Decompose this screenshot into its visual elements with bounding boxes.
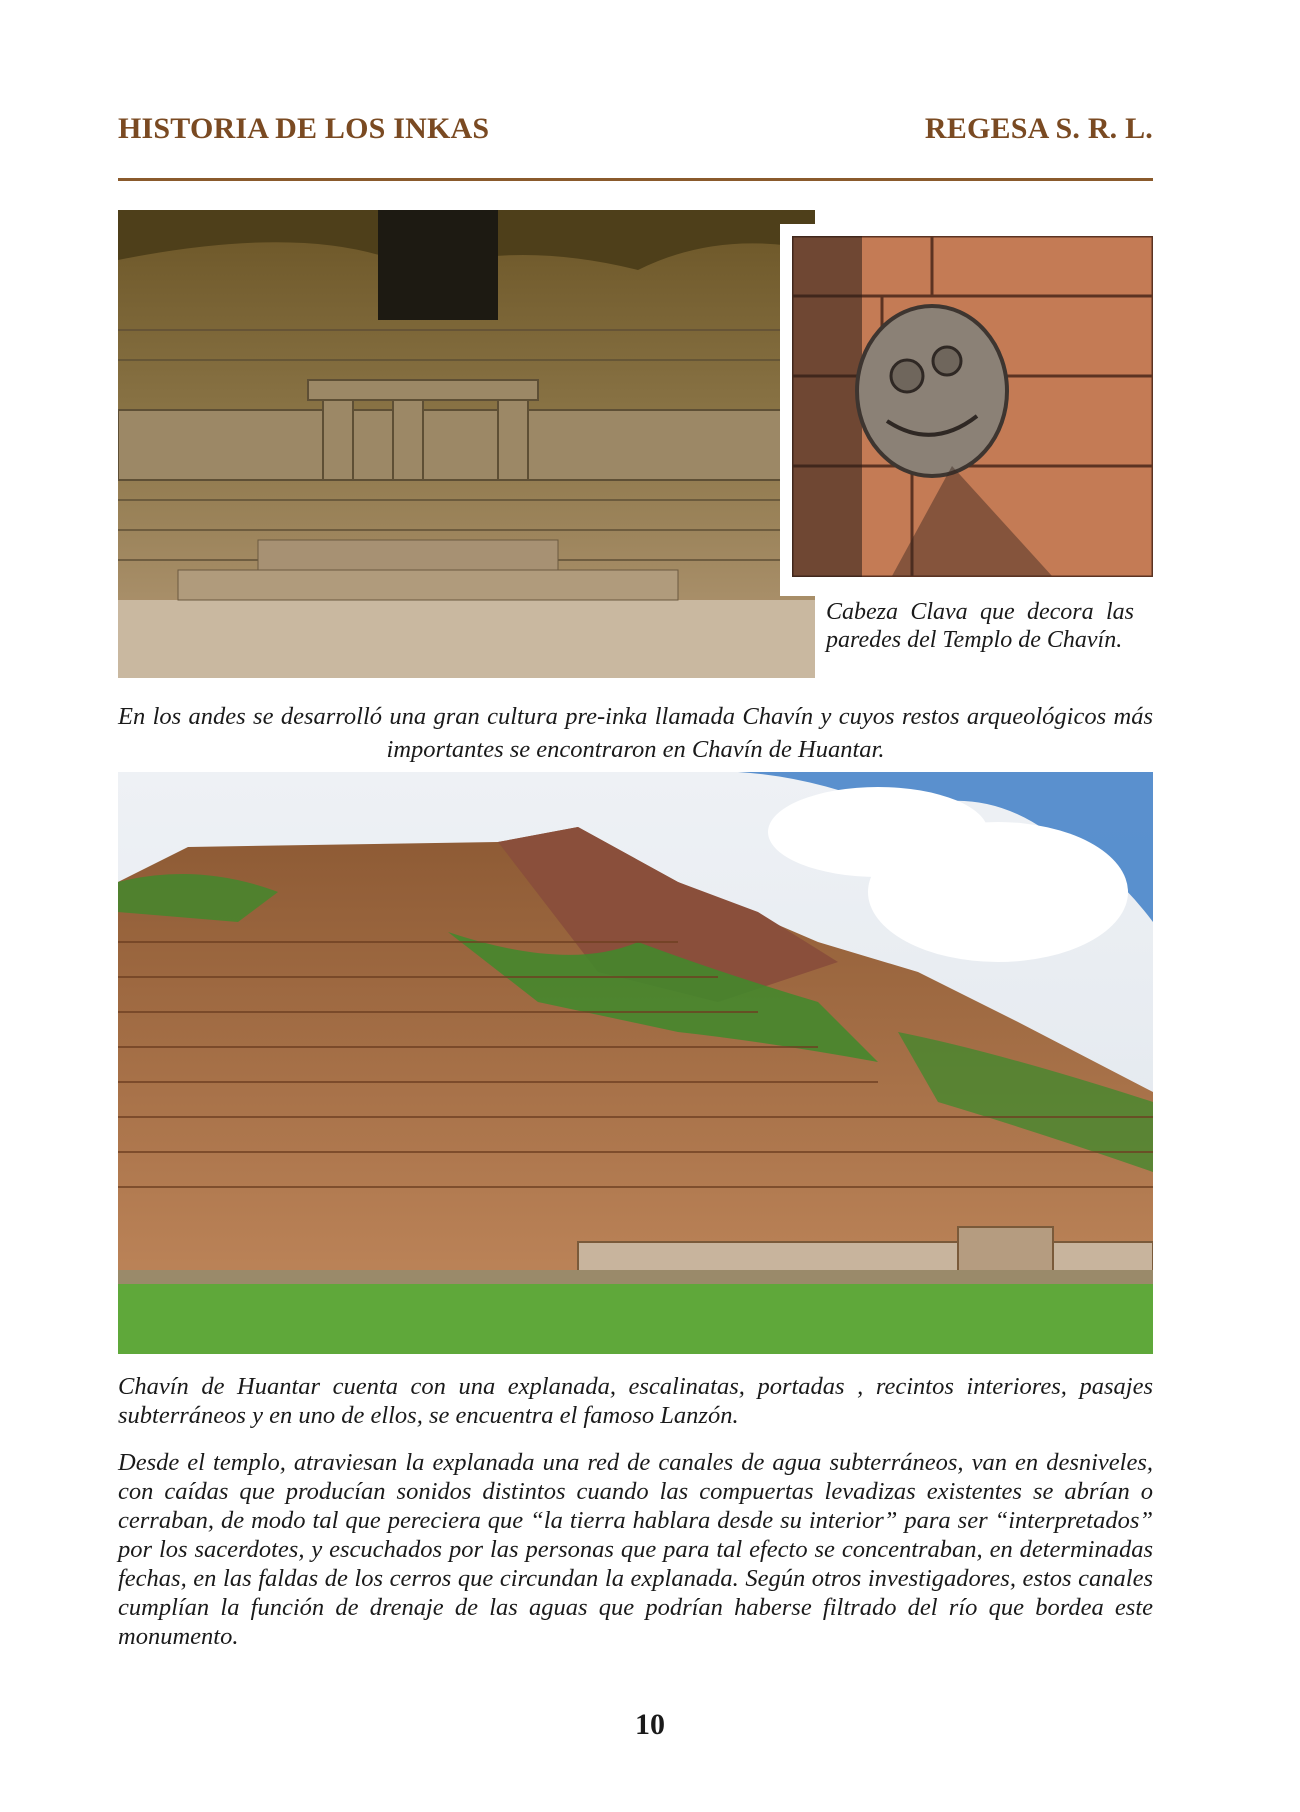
photo-chavin-huantar bbox=[118, 772, 1153, 1354]
temple-entrance-illustration bbox=[118, 210, 815, 678]
header-publisher: REGESA S. R. L. bbox=[924, 112, 1153, 145]
page-header bbox=[118, 112, 1153, 152]
page-number: 10 bbox=[635, 1708, 665, 1741]
cabeza-clava-illustration bbox=[792, 236, 1153, 577]
chavin-huantar-illustration bbox=[118, 772, 1153, 1354]
body-paragraph-2: Desde el templo, atraviesan la explanada una red de canales de agua subterráneos, van en desniveles, con caídas que producían sonidos distintos cuando las compuertas levadizas existentes se abrían o cerraban, de modo tal que pereciera que “la tierra hablara desde su interior” para ser “interpretados” por los sacerdotes, y escuchados por las personas que para tal efecto se concentraban, en determinadas fechas, en las faldas de los cerros que circundan la explanada. Según otros investigadores, estos canales cumplían la función de drenaje de las aguas que podrían haberse filtrado del río que bordea este monumento. bbox=[118, 1449, 1153, 1650]
body-paragraph-1: Chavín de Huantar cuenta con una explanada, escalinatas, portadas , recintos interiores, pasajes subterráneos y en uno de ellos, se encuentra el famoso Lanzón. bbox=[118, 1373, 1153, 1429]
photo-caption-chavin: En los andes se desarrolló una gran cultura pre-inka llamada Chavín y cuyos restos arqueológicos más importantes se encontraron en Chavín de Huantar. bbox=[118, 703, 1153, 763]
photo-caption-cabeza-clava: Cabeza Clava que decora las paredes del Templo de Chavín. bbox=[826, 599, 1134, 653]
header-divider bbox=[118, 178, 1153, 181]
photo-temple-entrance bbox=[118, 210, 815, 678]
photo-cabeza-clava bbox=[792, 236, 1153, 577]
header-title: HISTORIA DE LOS INKAS bbox=[118, 112, 490, 145]
